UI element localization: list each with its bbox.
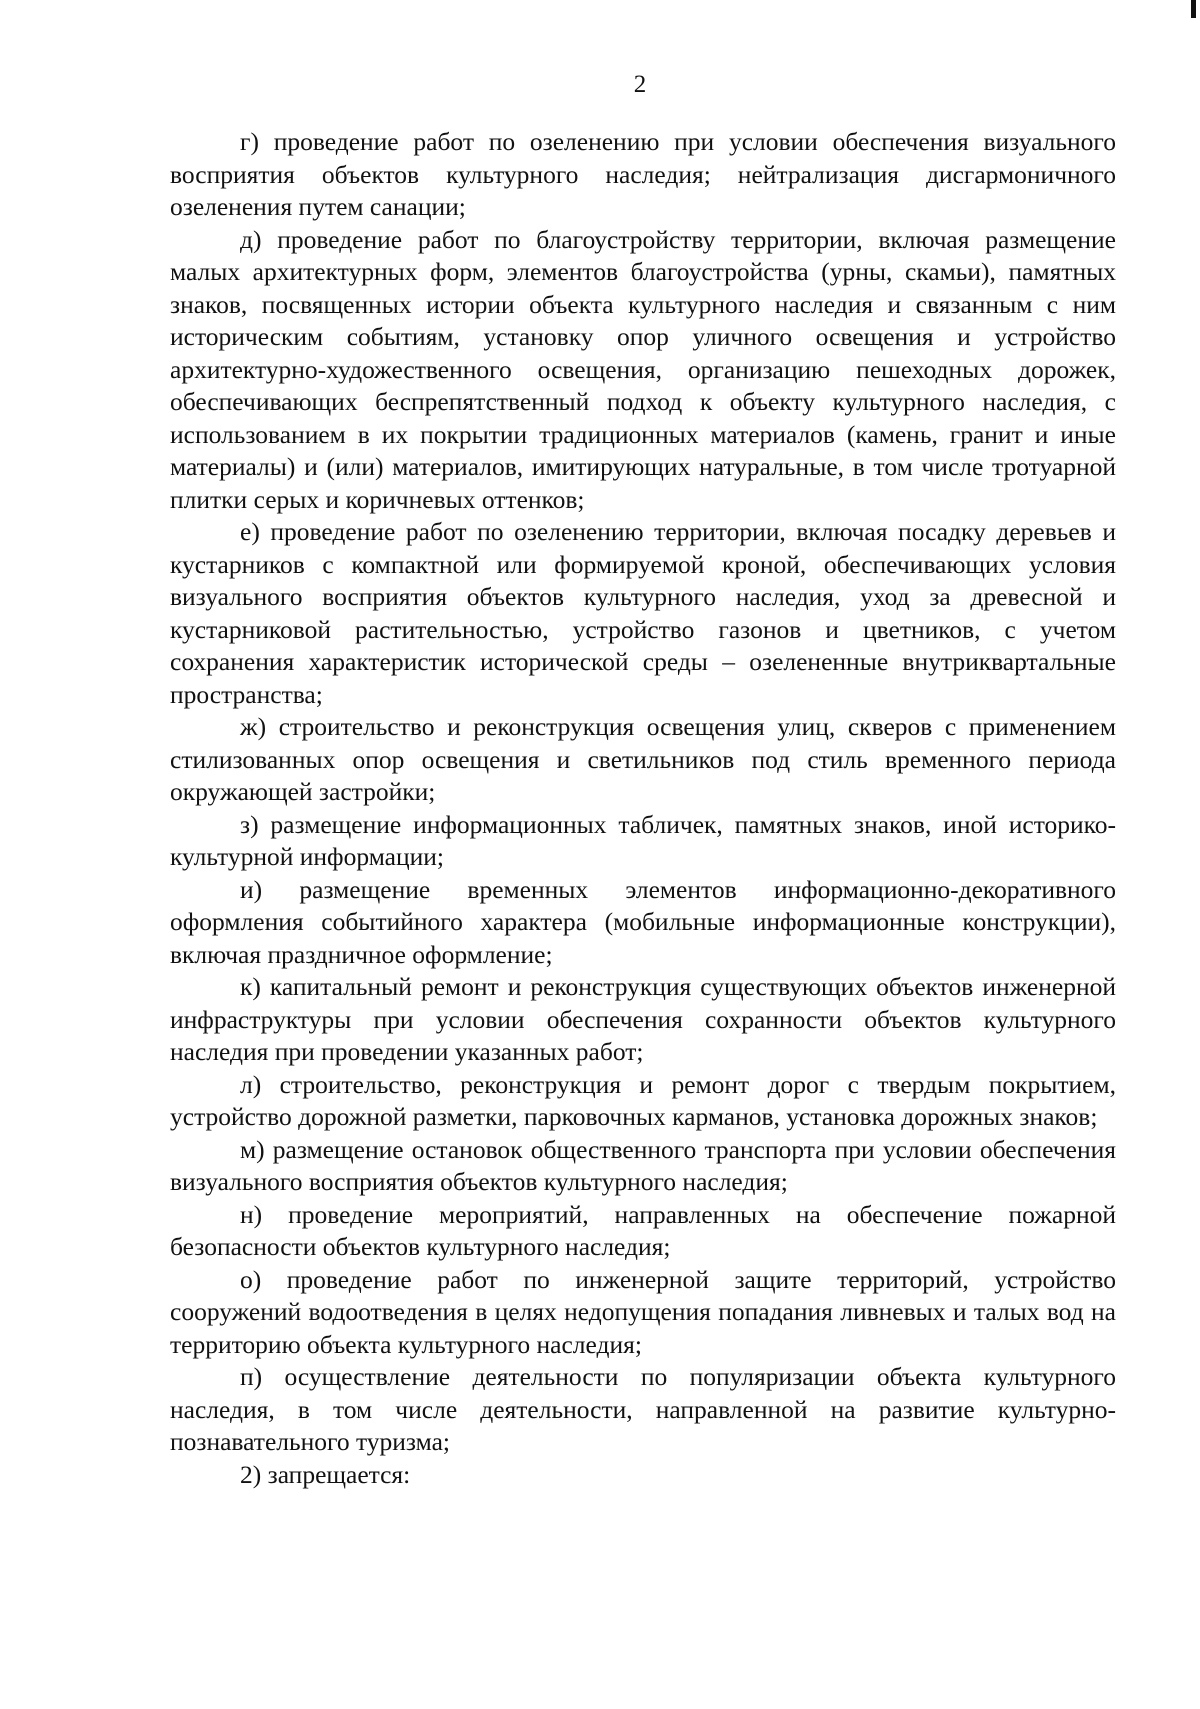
list-item-zh: ж) строительство и реконструкция освещения улиц, скверов с применением стилизованных опор освещения и светильников под стиль временного периода окружающей застройки; (170, 712, 1116, 806)
document-body (170, 126, 1116, 1491)
list-item-g: г) проведение работ по озеленению при условии обеспечения визуального восприятия объектов культурного наследия; нейтрализация дисгармоничного озеленения путем санации; (170, 127, 1116, 221)
list-item-p: п) осуществление деятельности по популяризации объекта культурного наследия, в том числе деятельности, направленной на развитие культурно-познавательного туризма; (170, 1362, 1116, 1456)
list-item-k: к) капитальный ремонт и реконструкция существующих объектов инженерной инфраструктуры при условии обеспечения сохранности объектов культурного наследия при проведении указанных работ; (170, 972, 1116, 1066)
scan-edge-mark (1191, 0, 1196, 18)
list-item-o: о) проведение работ по инженерной защите территорий, устройство сооружений водоотведения в целях недопущения попадания ливневых и талых вод на территорию объекта культурного наследия; (170, 1264, 1116, 1359)
list-item-d: д) проведение работ по благоустройству территории, включая размещение малых архитектурных форм, элементов благоустройства (урны, скамьи), памятных знаков, посвященных истории объекта культурного наследия и связанным с ним историческим событиям, установку опор уличного освещения и устройство архитектурно-художественного освещения, организацию пешеходных дорожек, обеспечивающих беспрепятственный подход к объекту культурного наследия, с использованием в их покрытии традиционных материалов (камень, гранит и иные материалы) и (или) материалов, имитирующих натуральные, в том числе тротуарной плитки серых и коричневых оттенков; (170, 224, 1116, 514)
page-number: 2 (633, 71, 647, 98)
list-item-m: м) размещение остановок общественного транспорта при условии обеспечения визуального восприятия объектов культурного наследия; (170, 1134, 1116, 1196)
list-item-e: е) проведение работ по озеленению территории, включая посадку деревьев и кустарников с компактной или формируемой кроной, обеспечивающих условия визуального восприятия объектов культурного наследия, уход за древесной и кустарниковой растительностью, устройство газонов и цветников, с учетом сохранения характеристик исторической среды – озелененные внутриквартальные пространства; (170, 517, 1116, 709)
section-item-2-prohibited: 2) запрещается: (240, 1459, 411, 1489)
list-item-n: н) проведение мероприятий, направленных на обеспечение пожарной безопасности объектов культурного наследия; (170, 1199, 1116, 1261)
list-item-z: з) размещение информационных табличек, памятных знаков, иной историко-культурной информации; (170, 809, 1116, 871)
list-item-l: л) строительство, реконструкция и ремонт дорог с твердым покрытием, устройство дорожной разметки, парковочных карманов, установка дорожных знаков; (170, 1069, 1116, 1131)
list-item-i: и) размещение временных элементов информационно-декоративного оформления событийного характера (мобильные информационные конструкции), включая праздничное оформление; (170, 874, 1116, 969)
